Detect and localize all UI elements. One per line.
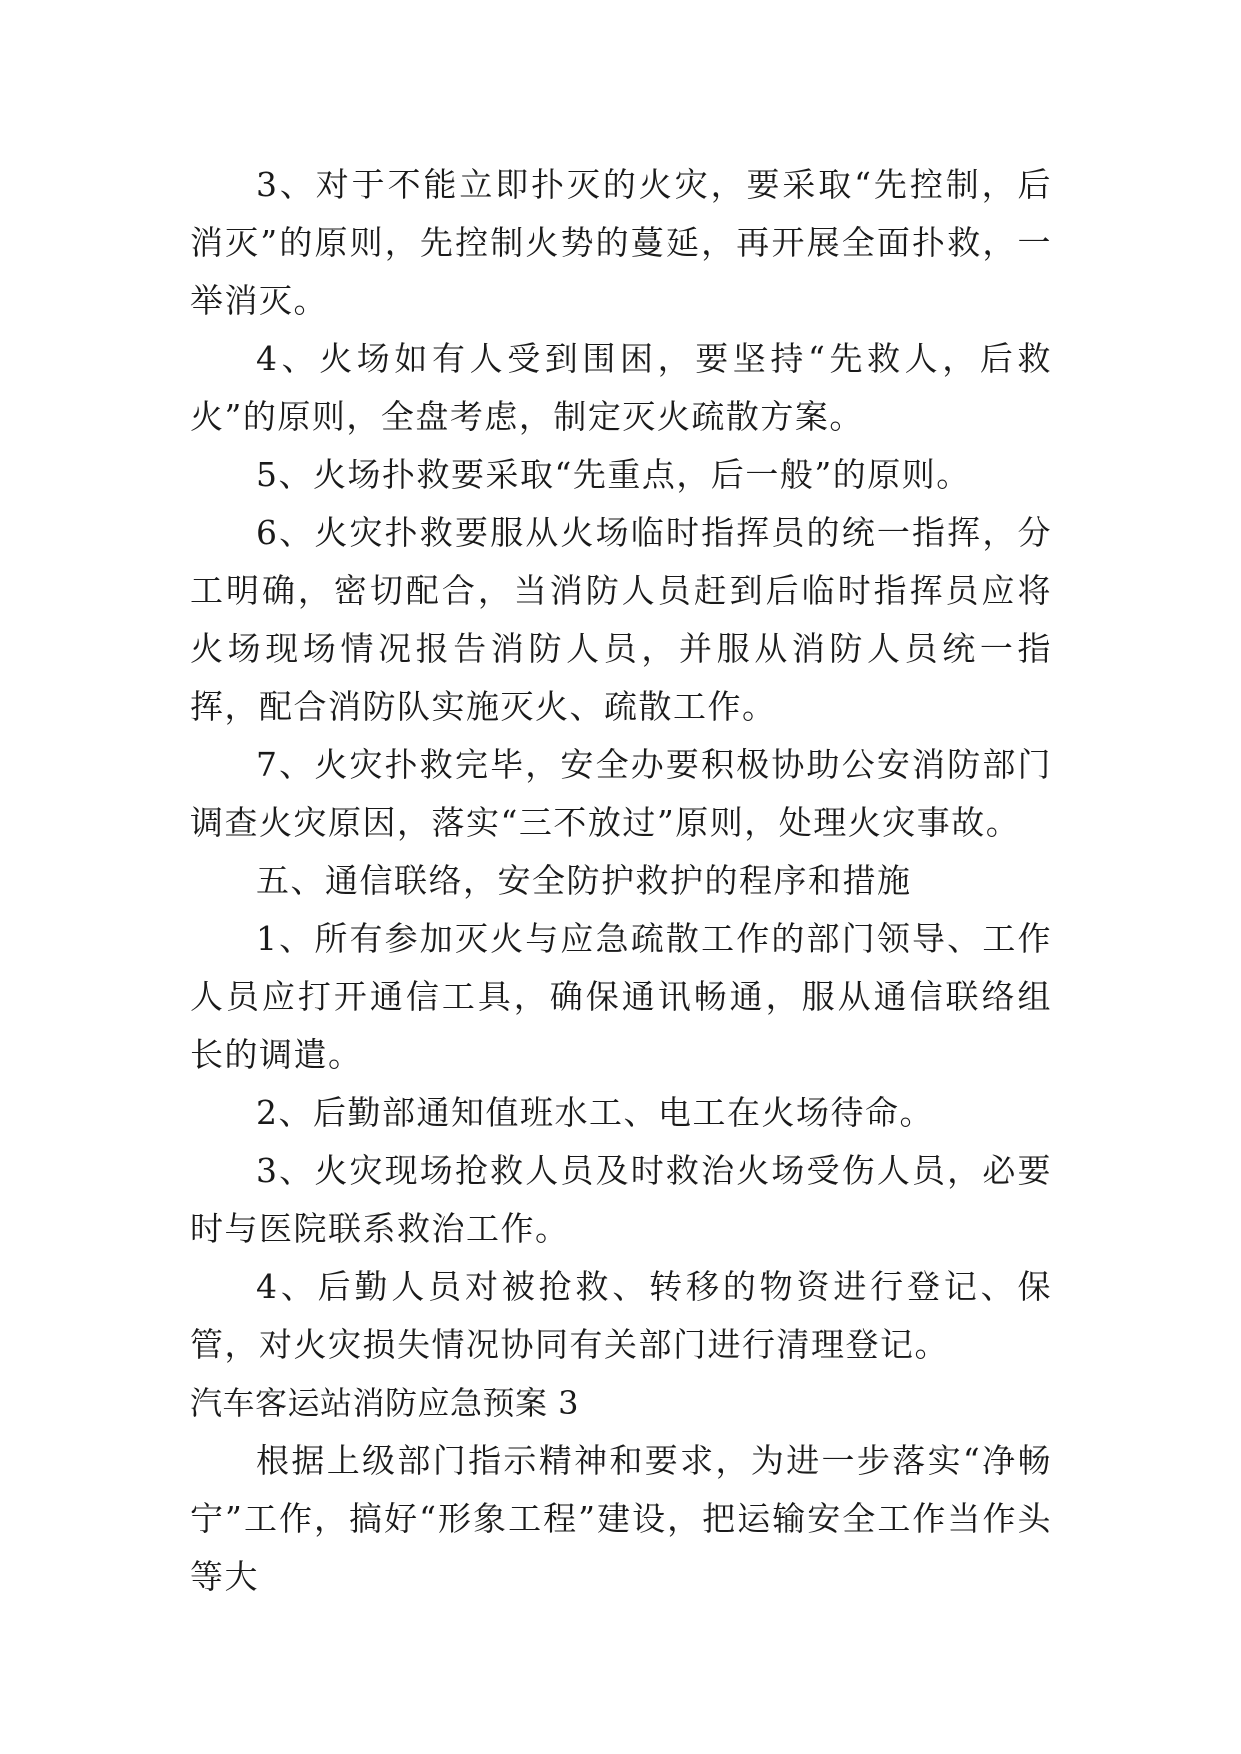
section-title: 汽车客运站消防应急预案 3: [190, 1384, 580, 1422]
paragraph-4-trapped-people: 4、火场如有人受到围困，要坚持“先救人，后救火”的原则，全盘考虑，制定灭火疏散方案。: [190, 339, 1052, 436]
paragraph-2-logistics: 2、后勤部通知值班水工、电工在火场待命。: [256, 1093, 934, 1132]
paragraph-intro: 根据上级部门指示精神和要求，为进一步落实“净畅宁”工作，搞好“形象工程”建设，把运输安全工作当作头等大: [190, 1441, 1052, 1596]
section-five-heading: 五、通信联络，安全防护救护的程序和措施: [256, 861, 912, 900]
paragraph-7-investigation: 7、火灾扑救完毕，安全办要积极协助公安消防部门调查火灾原因，落实“三不放过”原则，处理火灾事故。: [190, 745, 1052, 842]
paragraph-6-command: 6、火灾扑救要服从火场临时指挥员的统一指挥，分工明确，密切配合，当消防人员赶到后临时指挥员应将火场现场情况报告消防人员，并服从消防人员统一指挥，配合消防队实施灭火、疏散工作。: [190, 513, 1052, 726]
paragraph-5-priority: 5、火场扑救要采取“先重点，后一般”的原则。: [256, 455, 971, 494]
document-body: [190, 156, 1052, 1606]
paragraph-3-uncontrolled-fire: 3、对于不能立即扑灭的火灾，要采取“先控制，后消灭”的原则，先控制火势的蔓延，再开展全面扑救，一举消灭。: [190, 165, 1052, 320]
paragraph-3-rescue: 3、火灾现场抢救人员及时救治火场受伤人员，必要时与医院联系救治工作。: [190, 1151, 1052, 1248]
paragraph-4-registration: 4、后勤人员对被抢救、转移的物资进行登记、保管，对火灾损失情况协同有关部门进行清理登记。: [190, 1267, 1052, 1364]
paragraph-1-communication: 1、所有参加灭火与应急疏散工作的部门领导、工作人员应打开通信工具，确保通讯畅通，服从通信联络组长的调遣。: [190, 919, 1052, 1074]
